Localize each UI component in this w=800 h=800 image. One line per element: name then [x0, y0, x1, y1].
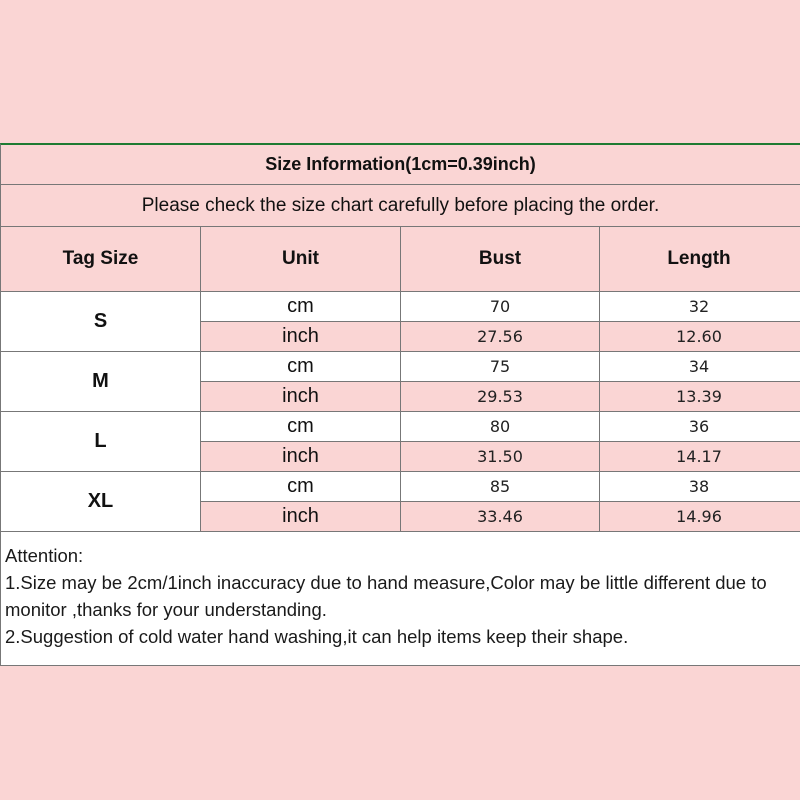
bust-cell: 85 [401, 472, 600, 501]
length-cell: 14.96 [676, 507, 722, 526]
tag-size: S [1, 292, 201, 351]
tag-size: M [1, 352, 201, 411]
tag-size: XL [1, 472, 201, 531]
size-row-xl [1, 472, 800, 532]
bust-cell: 29.53 [401, 382, 600, 411]
size-chart-table [0, 143, 800, 666]
cm-row [201, 292, 800, 322]
unit-cell: inch [201, 442, 401, 471]
attention-heading: Attention: [5, 545, 84, 566]
bust-cell: 31.50 [401, 442, 600, 471]
size-row-l [1, 412, 800, 472]
bust-cell: 80 [401, 412, 600, 441]
inch-row [201, 442, 800, 471]
table-subtitle [1, 185, 800, 227]
title-text: Size Information(1cm=0.39inch) [265, 154, 536, 174]
cm-row [201, 412, 800, 442]
bust-cell: 33.46 [401, 502, 600, 531]
bust-cell: 27.56 [401, 322, 600, 351]
header-bust: Bust [401, 227, 600, 291]
unit-cell: cm [201, 292, 401, 321]
attention-notes [1, 532, 800, 666]
length-cell: 32 [688, 297, 710, 316]
inch-row [201, 502, 800, 531]
length-cell: 34 [688, 357, 710, 376]
length-cell: 36 [688, 417, 710, 436]
unit-cell: cm [201, 352, 401, 381]
bust-cell: 70 [401, 292, 600, 321]
header-row [1, 227, 800, 292]
unit-cell: cm [201, 412, 401, 441]
unit-cell: inch [201, 502, 401, 531]
inch-row [201, 382, 800, 411]
unit-cell: inch [201, 382, 401, 411]
tag-size: L [1, 412, 201, 471]
size-row-s [1, 292, 800, 352]
note-2: 2.Suggestion of cold water hand washing,it can help items keep their shape. [5, 626, 629, 647]
header-length: Length [667, 248, 731, 269]
cm-row [201, 472, 800, 502]
bust-cell: 75 [401, 352, 600, 381]
length-cell: 14.17 [676, 447, 722, 466]
cm-row [201, 352, 800, 382]
length-cell: 12.60 [676, 327, 722, 346]
size-row-m [1, 352, 800, 412]
note-1: 1.Size may be 2cm/1inch inaccuracy due to hand measure,Color may be little different due to monitor ,thanks for your understanding. [5, 572, 767, 620]
length-cell: 38 [688, 477, 710, 496]
header-tag-size: Tag Size [1, 227, 201, 291]
inch-row [201, 322, 800, 351]
header-unit: Unit [201, 227, 401, 291]
subtitle-text: Please check the size chart carefully before placing the order. [141, 194, 660, 216]
unit-cell: inch [201, 322, 401, 351]
table-title [1, 145, 800, 185]
length-cell: 13.39 [676, 387, 722, 406]
unit-cell: cm [201, 472, 401, 501]
